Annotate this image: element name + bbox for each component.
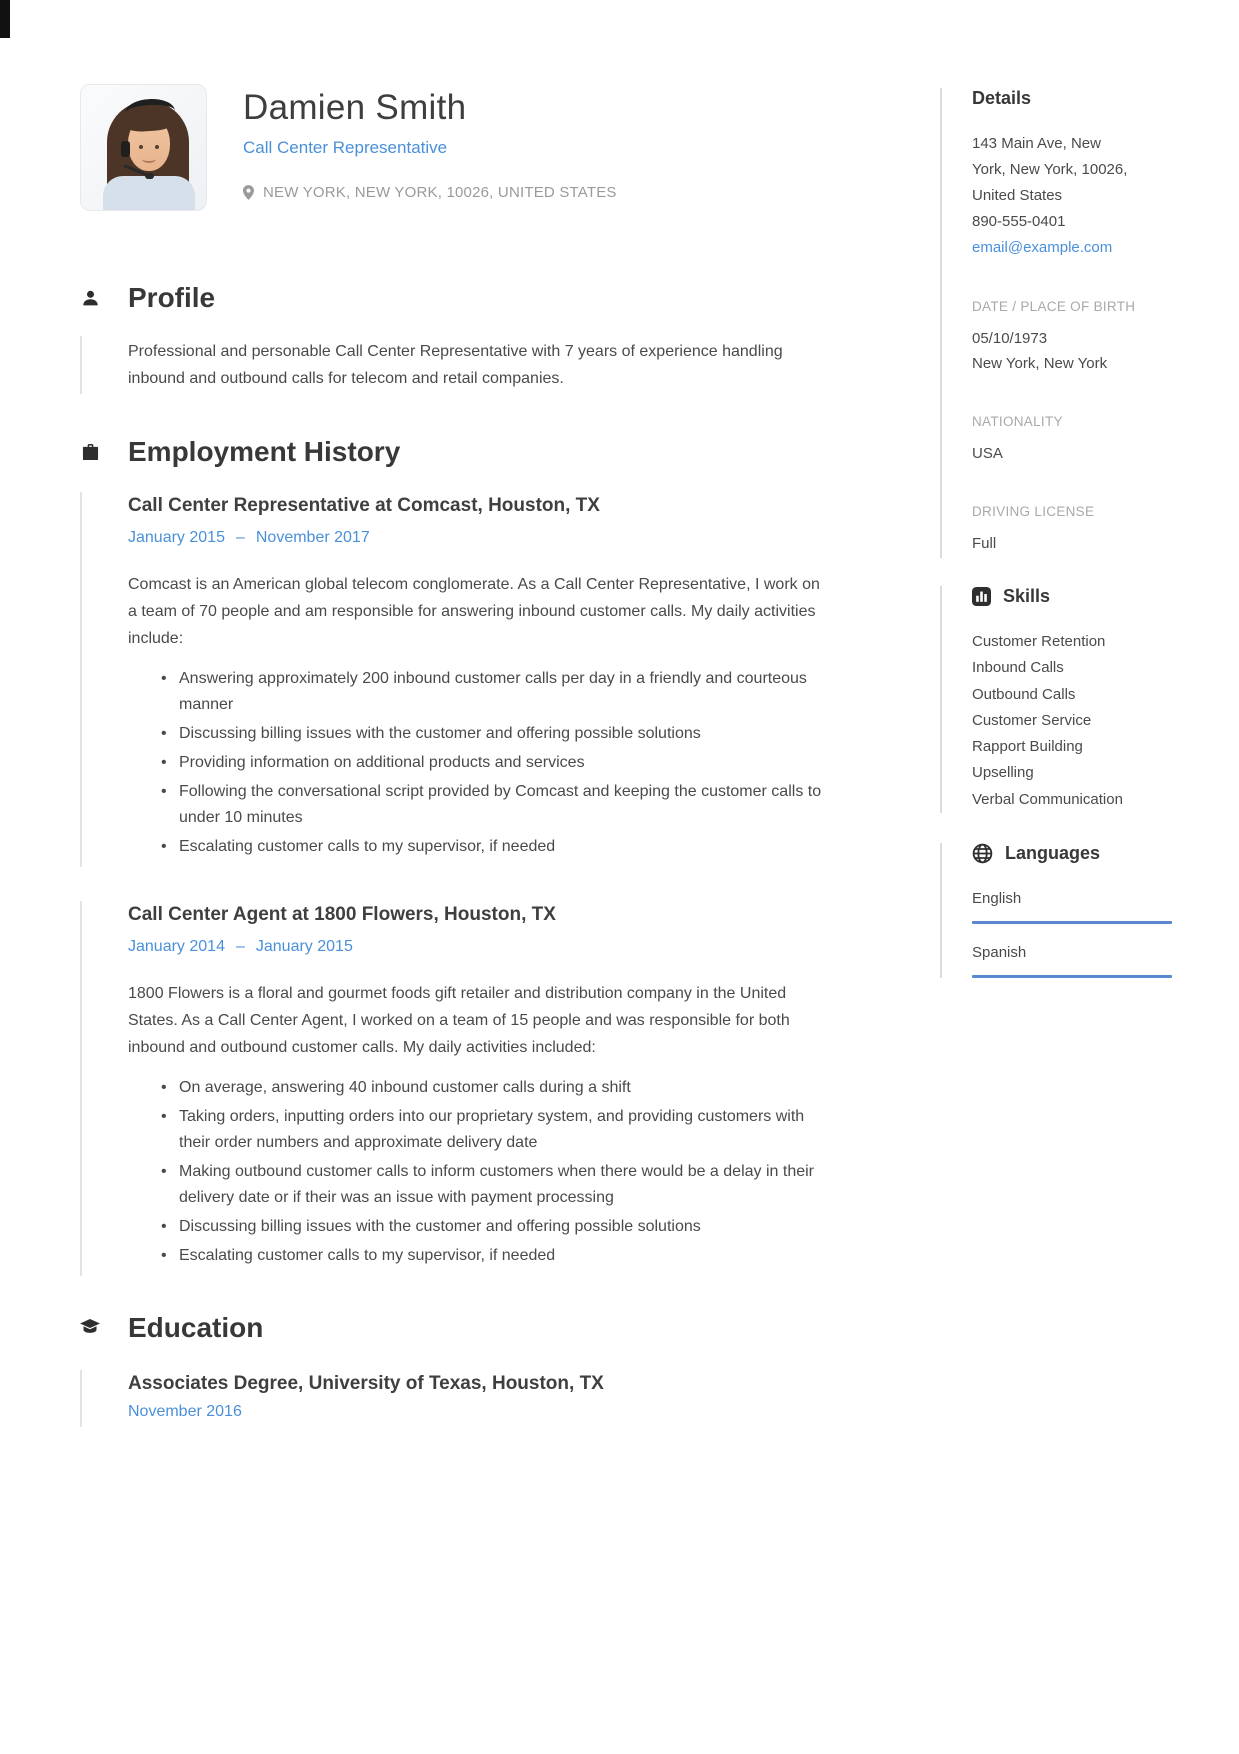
job-entry — [80, 492, 828, 867]
skill-item: Verbal Communication — [972, 790, 1123, 808]
sidebar — [940, 88, 1172, 978]
briefcase-icon — [80, 444, 100, 461]
birth-date: 05/10/1973 — [972, 330, 1048, 347]
job-bullet: • Discussing billing issues with the customer and offering possible solutions — [161, 1214, 828, 1240]
pin-icon — [243, 185, 254, 200]
job-date-start: January 2014 — [128, 938, 225, 955]
photo-smile — [142, 155, 156, 163]
job-bullet: • Providing information on additional products and services — [161, 750, 828, 776]
photo-eye — [139, 145, 143, 149]
profile-block — [80, 336, 828, 394]
job-date-start: January 2015 — [128, 529, 225, 546]
skill-item: Customer Retention — [972, 633, 1106, 650]
job-date-end: January 2015 — [255, 938, 353, 955]
skill-item: Outbound Calls — [972, 685, 1076, 703]
job-entry — [80, 901, 828, 1276]
skills-heading: Skills — [1003, 586, 1051, 606]
graduation-cap-icon — [80, 1319, 100, 1337]
language-name: Spanish — [972, 944, 1027, 962]
languages-section — [940, 843, 1172, 978]
skill-item: Upselling — [972, 764, 1034, 782]
address — [972, 131, 1172, 209]
bar-chart-icon — [972, 587, 991, 606]
email-link[interactable]: email@example.com — [972, 239, 1113, 256]
job-bullet-list — [161, 666, 828, 860]
job-title: Call Center Representative at Comcast, Houston, TX — [128, 495, 600, 516]
details-section — [940, 88, 1172, 558]
skills-list — [972, 629, 1172, 813]
main-column — [80, 282, 828, 1427]
skills-section — [940, 586, 1172, 813]
job-bullet: • Escalating customer calls to my supervisor, if needed — [161, 1243, 828, 1269]
skill-item: Inbound Calls — [972, 659, 1064, 677]
headset-mic — [145, 173, 154, 179]
address-line: York, New York, 10026, — [972, 161, 1128, 178]
job-dates — [128, 529, 828, 547]
education-section-heading — [80, 1312, 828, 1344]
photo-shirt — [103, 176, 195, 211]
header-text — [243, 84, 617, 211]
job-description: Comcast is an American global telecom conglomerate. As a Call Center Representative, I work on a team of 70 people and am responsible for answering inbound customer calls. My daily activities include: — [128, 576, 820, 647]
job-bullet: • Answering approximately 200 inbound customer calls per day in a friendly and courteous manner — [161, 666, 828, 718]
profile-section-heading — [80, 282, 828, 314]
job-bullet: • Making outbound customer calls to inform customers when there would be a delay in their delivery date or if their was an issue with payment processing — [161, 1159, 828, 1211]
birth-label: DATE / PLACE OF BIRTH — [972, 299, 1136, 314]
job-bullet: • On average, answering 40 inbound customer calls during a shift — [161, 1075, 828, 1101]
profile-text: Professional and personable Call Center Representative with 7 years of experience handling inbound and outbound calls for telecom and retail companies. — [128, 343, 783, 387]
profile-heading: Profile — [128, 282, 216, 313]
profile-photo — [80, 84, 207, 211]
nationality-value: USA — [972, 445, 1003, 462]
education-heading: Education — [128, 1312, 264, 1343]
language-name: English — [972, 890, 1022, 908]
skill-item: Rapport Building — [972, 738, 1083, 756]
language-item — [972, 944, 1172, 978]
address-line: 143 Main Ave, New — [972, 135, 1101, 152]
phone-number: 890-555-0401 — [972, 213, 1066, 230]
job-bullet: • Taking orders, inputting orders into our proprietary system, and providing customers with their order numbers and approximate delivery date — [161, 1104, 828, 1156]
job-bullet: • Following the conversational script provided by Comcast and keeping the customer calls to under 10 minutes — [161, 779, 828, 831]
driving-license-label: DRIVING LICENSE — [972, 504, 1095, 519]
location-text: NEW YORK, NEW YORK, 10026, UNITED STATES — [263, 184, 617, 201]
candidate-job-title: Call Center Representative — [243, 138, 448, 157]
languages-heading-row — [972, 843, 1172, 864]
person-icon — [80, 289, 100, 308]
candidate-location — [243, 184, 617, 201]
job-dates — [128, 938, 828, 956]
employment-heading: Employment History — [128, 436, 401, 467]
job-bullet-list — [161, 1075, 828, 1269]
birth-info — [972, 326, 1172, 376]
language-level-bar — [972, 921, 1172, 924]
education-date: November 2016 — [128, 1403, 242, 1420]
details-heading: Details — [972, 88, 1032, 108]
address-line: United States — [972, 187, 1063, 204]
language-level-bar — [972, 975, 1172, 978]
date-separator: – — [235, 529, 245, 546]
page-edge-mark — [0, 0, 10, 38]
date-separator: – — [235, 938, 245, 955]
skills-heading-row — [972, 586, 1172, 607]
employment-section-heading — [80, 436, 828, 468]
birth-place: New York, New York — [972, 355, 1108, 372]
candidate-name: Damien Smith — [243, 88, 467, 127]
job-bullet: • Escalating customer calls to my supervisor, if needed — [161, 834, 828, 860]
job-description: 1800 Flowers is a floral and gourmet foods gift retailer and distribution company in the United States. As a Call Center Agent, I worked on a team of 15 people and was responsible for both inbound and outbound customer calls. My daily activities included: — [128, 985, 790, 1056]
nationality-label: NATIONALITY — [972, 414, 1063, 429]
headset-earpiece — [121, 141, 130, 157]
education-entry — [80, 1370, 828, 1427]
resume-header — [80, 84, 617, 211]
job-date-end: November 2017 — [255, 529, 370, 546]
driving-license-value: Full — [972, 535, 997, 552]
language-item — [972, 890, 1172, 924]
education-degree: Associates Degree, University of Texas, Houston, TX — [128, 1373, 604, 1394]
job-bullet: • Discussing billing issues with the customer and offering possible solutions — [161, 721, 828, 747]
skill-item: Customer Service — [972, 711, 1092, 729]
job-title: Call Center Agent at 1800 Flowers, Houston, TX — [128, 904, 556, 925]
globe-icon — [972, 843, 993, 864]
photo-eye — [155, 145, 159, 149]
languages-heading: Languages — [1005, 843, 1101, 864]
